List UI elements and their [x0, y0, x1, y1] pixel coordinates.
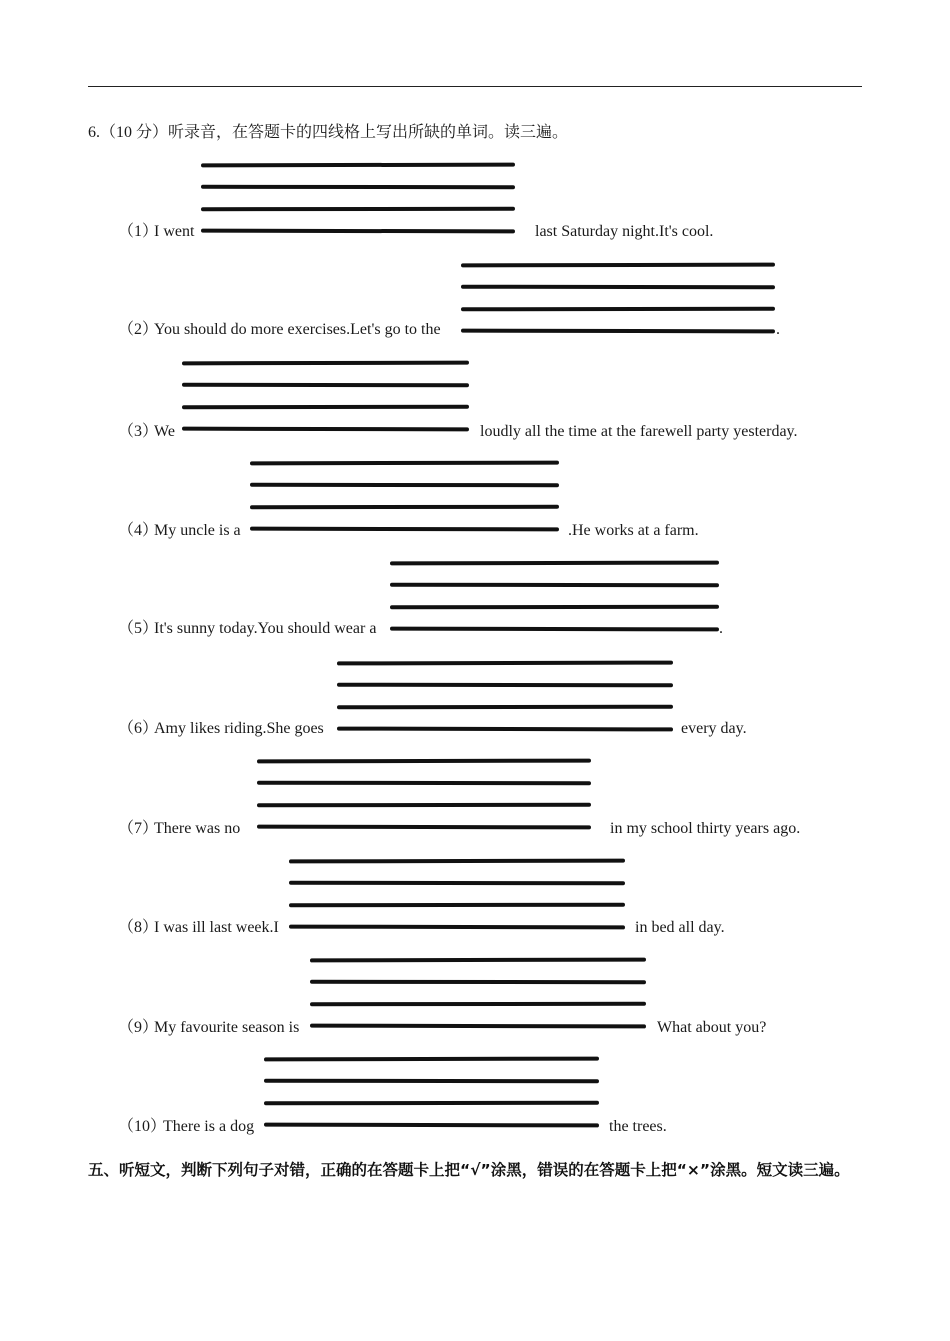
item-text-before: We	[154, 423, 175, 440]
item-text-after: loudly all the time at the farewell party yesterday.	[480, 423, 798, 440]
four-line-grid[interactable]	[264, 1057, 599, 1129]
header-rule	[88, 86, 862, 87]
item-text-before: I was ill last week.I	[154, 919, 279, 936]
four-line-grid[interactable]	[182, 361, 469, 433]
item-text-before: Amy likes riding.She goes	[154, 720, 324, 737]
item-number: （2）	[118, 321, 159, 338]
item-text-before: My uncle is a	[154, 522, 241, 539]
item-text-after: .	[776, 321, 780, 338]
item-number: （1）	[118, 223, 159, 240]
item-number: （3）	[118, 423, 159, 440]
four-line-grid[interactable]	[390, 561, 719, 633]
four-line-grid[interactable]	[201, 163, 515, 235]
item-number: （9）	[118, 1019, 159, 1036]
item-number: （5）	[118, 620, 159, 637]
four-line-grid[interactable]	[289, 859, 625, 931]
item-text-after: in bed all day.	[635, 919, 725, 936]
item-number: （7）	[118, 820, 159, 837]
item-text-after: the trees.	[609, 1118, 667, 1135]
item-text-after: .He works at a farm.	[568, 522, 699, 539]
four-line-grid[interactable]	[310, 958, 646, 1030]
four-line-grid[interactable]	[461, 263, 775, 335]
item-text-before: It's sunny today.You should wear a	[154, 620, 377, 637]
item-text-before: There is a dog	[163, 1118, 255, 1135]
item-text-before: My favourite season is	[154, 1019, 300, 1036]
item-text-after: What about you?	[657, 1019, 767, 1036]
item-text-after: .	[719, 620, 723, 637]
item-text-after: in my school thirty years ago.	[610, 820, 801, 837]
item-text-before: There was no	[154, 820, 241, 837]
item-text-before: I went	[154, 223, 195, 240]
section-five-heading: 五、听短文，判断下列句子对错，正确的在答题卡上把“√”涂黑，错误的在答题卡上把“×”涂黑。短文读三遍。	[88, 1161, 850, 1179]
item-text-after: last Saturday night.It's cool.	[535, 223, 714, 240]
item-number: （6）	[118, 720, 159, 737]
item-text-before: You should do more exercises.Let's go to the	[154, 321, 441, 338]
item-text-after: every day.	[681, 720, 747, 737]
four-line-grid[interactable]	[250, 461, 559, 533]
item-number: （4）	[118, 522, 159, 539]
question-title: 6.（10 分）听录音，在答题卡的四线格上写出所缺的单词。读三遍。	[88, 124, 569, 141]
four-line-grid[interactable]	[257, 759, 591, 831]
item-number: （8）	[118, 919, 159, 936]
four-line-grid[interactable]	[337, 661, 673, 733]
item-number: （10）	[118, 1118, 167, 1135]
